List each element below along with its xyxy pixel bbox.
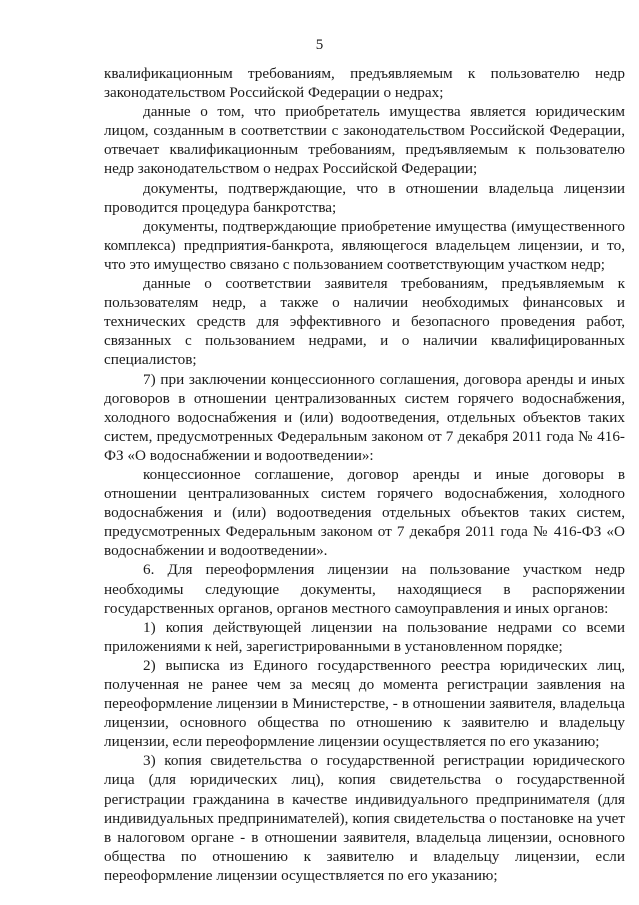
paragraph-qualification-requirements: квалификационным требованиям, предъявляемым к пользователю недр законодательством Российской Федерации о недрах; (104, 65, 625, 102)
paragraph-item-1-license-copy: 1) копия действующей лицензии на пользование недрами со всеми приложениями к ней, зарегистрированными в установленном порядке; (104, 618, 625, 655)
paragraph-bankruptcy-documents: документы, подтверждающие, что в отношении владельца лицензии проводится процедура банкротства; (104, 179, 625, 216)
paragraph-acquirer-data: данные о том, что приобретатель имущества является юридическим лицом, созданным в соответствии с законодательством Российской Федерации, отвечает квалификационным требованиям, предъявляемым к пользователю недр законодательством о недрах Российской Федерации; (104, 103, 625, 178)
paragraph-item-7-concession: 7) при заключении концессионного соглашения, договора аренды и иных договоров в отношении централизованных систем горячего водоснабжения, холодного водоснабжения и (или) водоотведения, отдельных объектов таких систем, предусмотренных Федеральным законом от 7 декабря 2011 года № 416-ФЗ «О водоснабжении и водоотведении»: (104, 370, 625, 464)
paragraph-concession-agreement: концессионное соглашение, договор аренды и иные договоры в отношении централизованных систем горячего водоснабжения, холодного водоснабжения и (или) водоотведения отдельных объектов таких систем, предусмотренных Федеральным законом от 7 декабря 2011 года № 416-ФЗ «О водоснабжении и водоотведении». (104, 465, 625, 560)
document-body (104, 64, 625, 885)
paragraph-item-3-registration-certificate: 3) копия свидетельства о государственной регистрации юридического лица (для юридических лиц), копия свидетельства о государственной регистрации гражданина в качестве индивидуального предпринимателя (для индивидуальных предпринимателей), копия свидетельства о постановке на учет в налоговом органе - в отношении заявителя, владельца лицензии, основного общества по отношению к заявителю и владельцу лицензии, если переоформление лицензии осуществляется по его указанию; (104, 752, 625, 884)
paragraph-section-6-intro: 6. Для переоформления лицензии на пользование участком недр необходимы следующие документы, находящиеся в распоряжении государственных органов, органов местного самоуправления и иных органов: (104, 561, 625, 617)
paragraph-property-acquisition-documents: документы, подтверждающие приобретение имущества (имущественного комплекса) предприятия-банкрота, являющегося владельцем лицензии, и то, что это имущество связано с пользованием соответствующим участком недр; (104, 217, 625, 273)
paragraph-applicant-compliance-data: данные о соответствии заявителя требованиям, предъявляемым к пользователям недр, а также о наличии необходимых финансовых и технических средств для эффективного и безопасного проведения работ, связанных с пользованием недрами, и о наличии квалифицированных специалистов; (104, 275, 625, 369)
paragraph-item-2-registry-extract: 2) выписка из Единого государственного реестра юридических лиц, полученная не ранее чем за месяц до момента регистрации заявления на переоформление лицензии в Министерстве, - в отношении заявителя, владельца лицензии, основного общества по отношению к заявителю и владельцу лицензии, если переоформление лицензии осуществляется по его указанию; (104, 656, 625, 751)
page-number: 5 (315, 37, 324, 53)
